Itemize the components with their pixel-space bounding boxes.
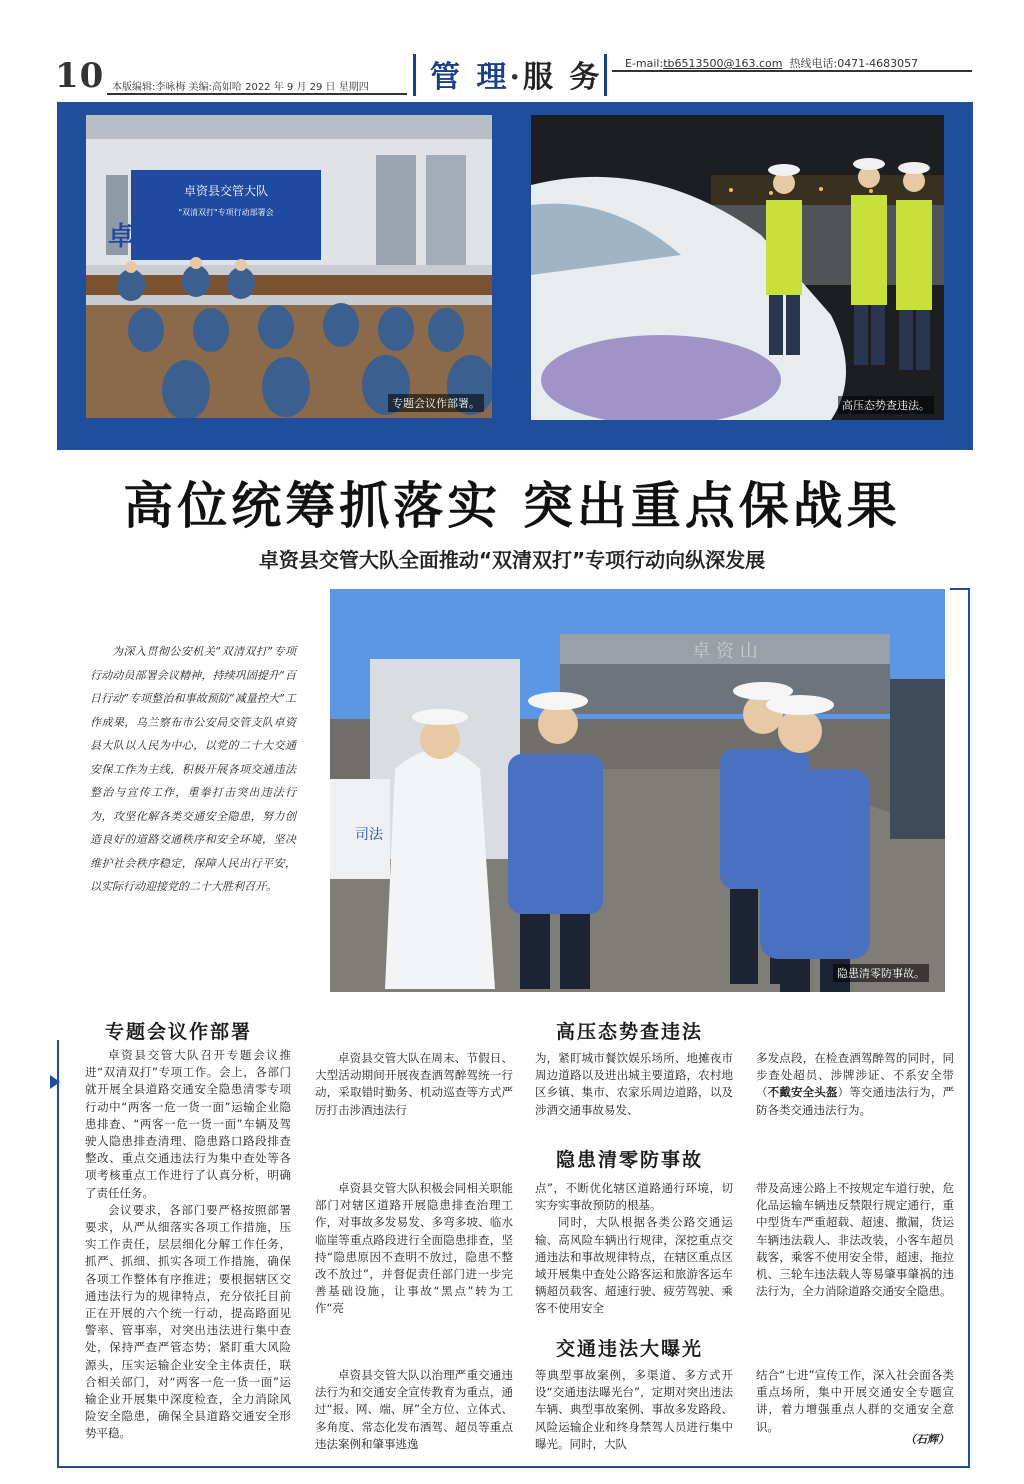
section-hazard-col1 — [315, 1180, 513, 1318]
frame-right — [968, 588, 970, 1468]
section-meeting-p1: 卓资县交管大队召开专题会议推进“双清双打”专项工作。会上，各部门就开展全县道路交通安全隐患清零专项行动中“两客一危一货一面”运输企业隐患排查、“两客一危一货一面”车辆及驾驶人隐患排查清理、隐患路口路段排查整改、重点交通违法行为集中查处等各项考核重点工作进行了认真分析，明确了责任任务。 — [85, 1048, 291, 1200]
checkpoint-photo — [531, 115, 944, 420]
meeting-wall-text: 卓 — [108, 222, 135, 252]
section-exposure-c3: 结合“七进”宣传工作，深入社会面各类重点场所，集中开展交通安全专题宣讲，着力增强重点人群的交通安全意识。 — [756, 1368, 954, 1434]
section-enforcement-col1 — [315, 1050, 513, 1119]
meeting-photo — [86, 115, 492, 418]
section-separator-right — [604, 54, 607, 96]
section-exposure-c1: 卓资县交管大队以治理严重交通违法行为和交通安全宣传教育为重点，通过“报、网、端、屏”全方位、立体式、多角度、常态化发布酒驾、超员等重点违法案例和肇事逃逸 — [315, 1368, 513, 1451]
section-meeting-column — [85, 1047, 291, 1443]
email-link[interactable]: tb6513500@163.com — [663, 57, 783, 70]
section-title-sub: 服 务 — [522, 60, 603, 95]
intro-paragraph: 为深入贯彻公安机关“双清双打”专项行动动员部署会议精神，持续巩固提升“百日行动”专项整治和事故预防“减量控大”工作成果，乌兰察布市公安局交管支队卓资县大队以人民为中心，以党的二十大交通安保工作为主线，积极开展各项交通违法整治与宣传工作，重拳打击突出违法行为，攻坚化解各类交通安全隐患，努力创造良好的道路交通秩序和安全环境，坚决维护社会秩序稳定，保障人民出行平安，以实际行动迎接党的二十大胜利召开。 — [90, 645, 296, 893]
headline: 高位统筹抓落实 突出重点保战果 — [123, 476, 901, 535]
section-enforcement-c3a: 多发点段，在检查酒驾醉驾的同时，同步查处超员、涉牌涉证、不系安全带（ — [756, 1051, 954, 1100]
author-signature: （石辉） — [905, 1433, 949, 1446]
meeting-sign-sub: "双清双打"专项行动部署会 — [178, 208, 274, 217]
section-hazard-c2a: 点”，不断优化辖区道路通行环境，切实夯实事故预防的根基。 — [535, 1181, 733, 1213]
section-title — [430, 52, 602, 96]
section-heading-enforcement: 高压态势查违法 — [556, 1021, 704, 1043]
section-hazard-c2b: 同时，大队根据各类公路交通运输、高风险车辆出行规律，深挖重点交通违法和事故规律特点，在辖区重点区域开展集中查处公路客运和旅游客运车辆超员载客、超速行驶、疲劳驾驶、乘客不使用安全 — [535, 1215, 733, 1316]
hazard-photo — [330, 589, 945, 992]
frame-bottom — [57, 1466, 970, 1468]
hazard-van-text: 司法 — [355, 827, 383, 843]
section-enforcement-c3b: 不戴安全头盔 — [767, 1085, 838, 1100]
checkpoint-caption: 高压态势查违法。 — [838, 396, 934, 414]
section-hazard-col3 — [756, 1180, 954, 1300]
contact-line — [625, 55, 918, 71]
section-enforcement-c3c: ）等交通违法行为，严防各类交通违法行为。 — [756, 1085, 954, 1117]
section-heading-meeting: 专题会议作部署 — [105, 1021, 253, 1043]
meeting-caption: 专题会议作部署。 — [388, 394, 484, 412]
section-exposure-c2: 等典型事故案例，多渠道、多方式开设“交通违法曝光台”，定期对突出违法车辆、典型事故案例、事故多发路段、风险运输企业和终身禁驾人员进行集中曝光。同时，大队 — [535, 1368, 733, 1451]
section-title-dot: · — [509, 60, 523, 95]
section-separator-left — [413, 54, 416, 96]
frame-left — [57, 1040, 59, 1468]
header-rule-left — [107, 93, 407, 95]
hotline: 热线电话:0471-4683057 — [789, 57, 919, 70]
hazard-caption: 隐患清零防事故。 — [833, 964, 929, 982]
editor-info: 本版编辑:李咏梅 美编:高如哈 2022 年 9 月 29 日 星期四 — [112, 82, 369, 93]
meeting-sign-text: 卓资县交管大队 — [183, 184, 269, 198]
section-hazard-c1: 卓资县交管大队积极会同相关职能部门对辖区道路开展隐患排查治理工作，对事故多发易发、多弯多坡、临水临崖等重点路段进行全面隐患排查，坚持“隐患原因不查明不放过，隐患不整改不放过”，并督促责任部门进一步完善基础设施，让事故“黑点”转为工作“亮 — [315, 1181, 513, 1316]
section-title-main: 管 理 — [430, 60, 510, 95]
page-number: 10 — [55, 56, 105, 96]
section-heading-exposure: 交通违法大曝光 — [556, 1338, 704, 1360]
checkpoint-photo-illustration — [531, 115, 944, 420]
section-exposure-col3 — [756, 1367, 954, 1436]
email-label: E-mail: — [625, 57, 664, 70]
section-enforcement-col2 — [535, 1050, 733, 1119]
section-meeting-p2: 会议要求，各部门要严格按照部署要求，从严从细落实各项工作措施，压实工作责任，层层细化分解工作任务，抓严、抓细、抓实各项工作措施，确保各项工作整体有序推进；要根据辖区交通违法行为的规律特点，充分依托目前正在开展的六个统一行动，提高路面见警率、管事率，对突出违法进行集中查处，保持严查严管态势；紧盯重大风险源头，压实运输企业安全主体责任，联合相关部门，对“两客一危一货一面”运输企业开展集中深度检查，全力消除风险安全隐患，确保全县道路交通安全形势平稳。 — [85, 1202, 291, 1441]
section-heading-hazard: 隐患清零防事故 — [556, 1149, 704, 1171]
section-hazard-col2 — [535, 1180, 733, 1318]
section-enforcement-c1: 卓资县交管大队在周末、节假日、大型活动期间开展夜查酒驾醉驾统一行动，采取错时勤务、机动巡查等方式严厉打击涉酒违法行 — [315, 1051, 513, 1117]
frame-arrow-icon — [50, 1075, 60, 1089]
section-enforcement-col3 — [756, 1050, 954, 1119]
subheadline: 卓资县交管大队全面推动“双清双打”专项行动向纵深发展 — [258, 548, 766, 572]
section-exposure-col2 — [535, 1367, 733, 1453]
meeting-photo-illustration — [86, 115, 492, 418]
section-exposure-col1 — [315, 1367, 513, 1453]
section-hazard-c3: 带及高速公路上不按规定车道行驶，危化品运输车辆违反禁限行规定通行，重中型货车严重超载、超速、撒漏，货运车辆违法载人、非法改装，小客车超员载客，乘客不使用安全带，超速，拖拉机、三轮车违法载人等易肇事肇祸的违法行为，全力消除道路交通安全隐患。 — [756, 1181, 954, 1299]
section-enforcement-c3 — [756, 1050, 954, 1119]
hazard-photo-illustration — [330, 589, 945, 992]
frame-top — [950, 588, 970, 590]
section-enforcement-c2: 为，紧盯城市餐饮娱乐场所、地摊夜市周边道路以及进出城主要道路，农村地区乡镇、集市、农家乐周边道路，以及涉酒交通事故易发、 — [535, 1051, 733, 1117]
hazard-gate-text: 卓 资 山 — [692, 641, 758, 662]
